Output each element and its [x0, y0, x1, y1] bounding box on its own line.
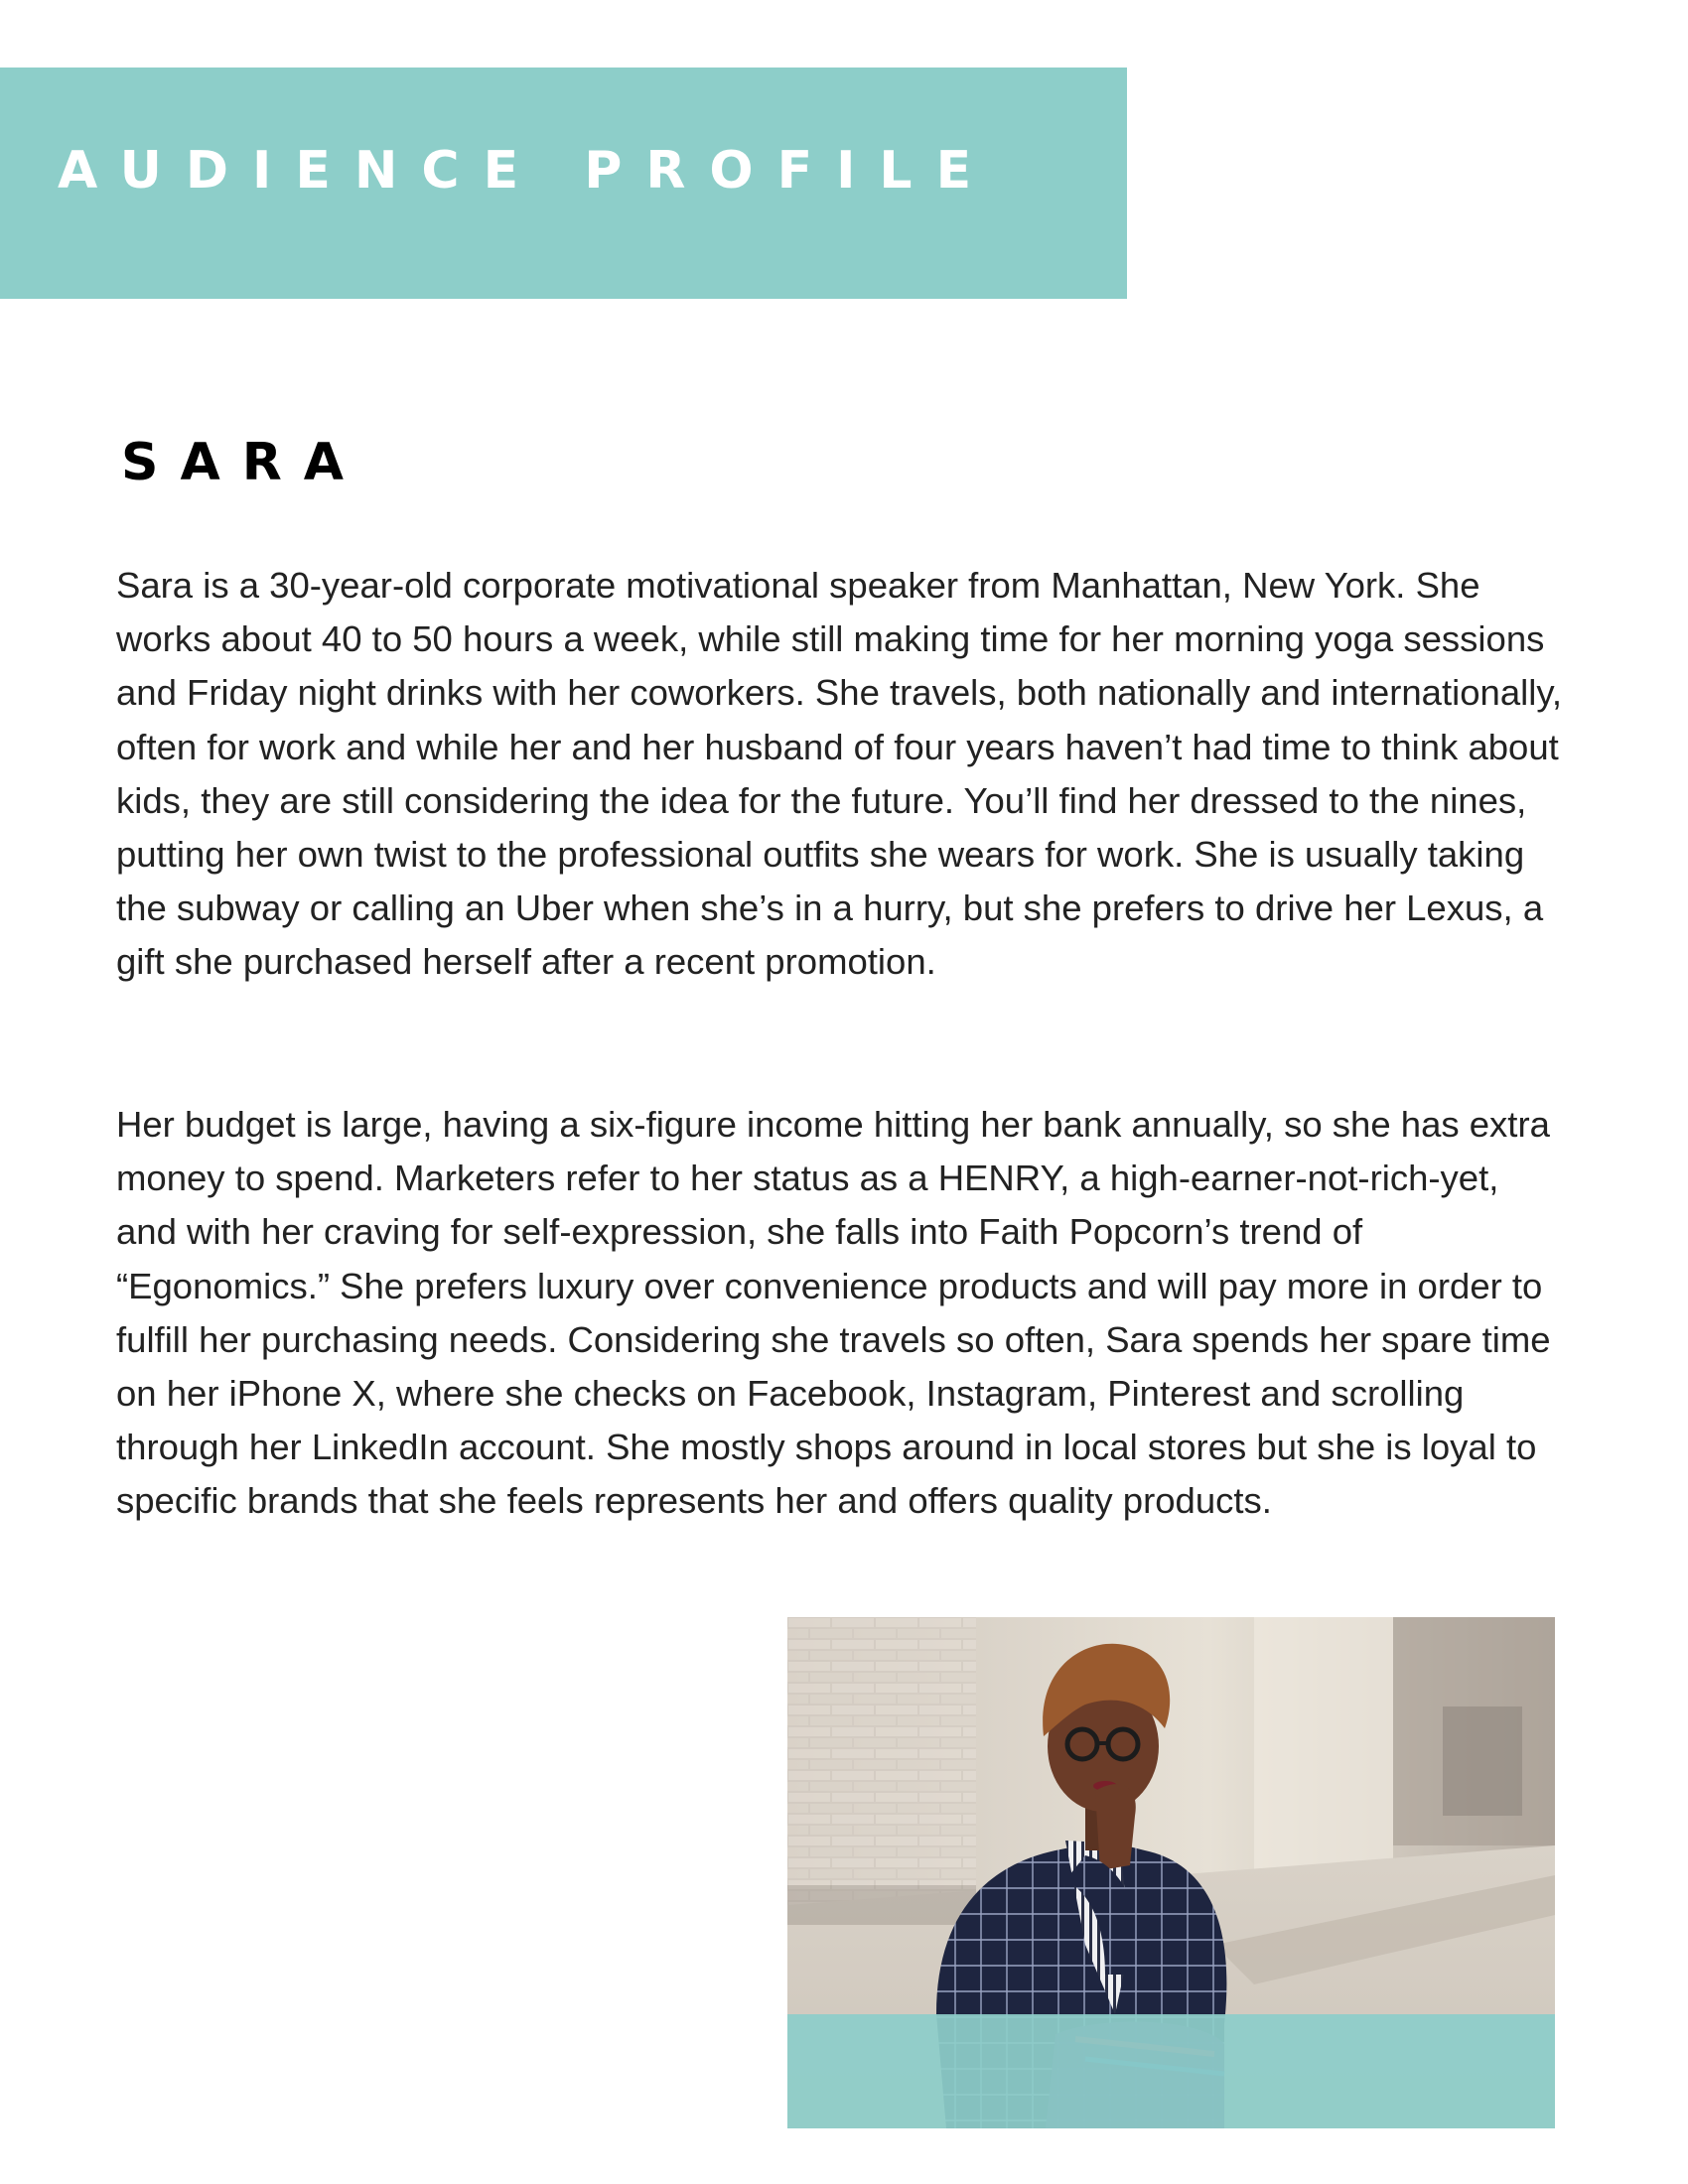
profile-paragraph-2: Her budget is large, having a six-figure income hitting her bank annually, so she has extra money to spend. Marketers refer to her status as a HENRY, a high-earner-not-rich-yet, and with her craving for self-expression, she falls into Faith Popcorn’s trend of “Egonomics.” She prefers luxury over convenience products and will pay more in order to fulfill her purchasing needs. Considering she travels so often, Sara spends her spare time on her iPhone X, where she checks on Facebook, Instagram, Pinterest and scrolling through her LinkedIn account. She mostly shops around in local stores but she is loyal to specific brands that she feels represents her and offers quality products.: [116, 1104, 1551, 1522]
page-title: AUDIENCE PROFILE: [58, 141, 996, 201]
profile-paragraph-1: Sara is a 30-year-old corporate motivational speaker from Manhattan, New York. She works about 40 to 50 hours a week, while still making time for her morning yoga sessions and Friday night drinks with her coworkers. She travels, both nationally and internationally, often for work and while her and her husband of four years haven’t had time to think about kids, they are still considering the idea for the future. You’ll find her dressed to the nines, putting her own twist to the professional outfits she wears for work. She is usually taking the subway or calling an Uber when she’s in a hurry, but she prefers to drive her Lexus, a gift she purchased herself after a recent promotion.: [116, 565, 1563, 983]
profile-photo: [787, 1617, 1555, 2128]
profile-name: SARA: [121, 433, 365, 492]
photo-overlay-band: [787, 2014, 1555, 2128]
